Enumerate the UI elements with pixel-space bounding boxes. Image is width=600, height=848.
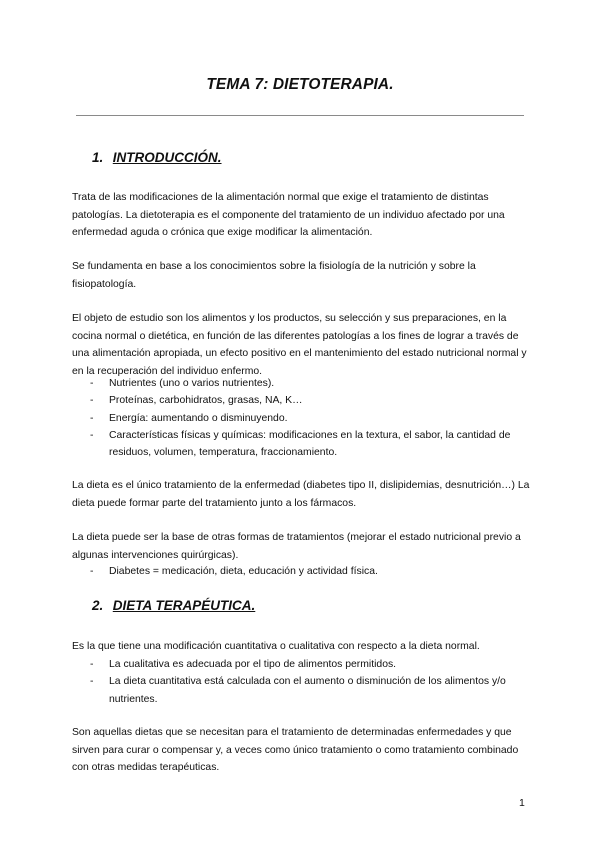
- paragraph: Son aquellas dietas que se necesitan para el tratamiento de determinadas enfermedades y que sirven para curar o compensar y, a veces como único tratamiento o como tratamiento combinado con otras medidas terapéuticas.: [72, 727, 519, 774]
- bullet-list: [90, 656, 530, 708]
- dash-bullet: -: [90, 566, 94, 577]
- list-item: - Características físicas y químicas: modificaciones en la textura, el sabor, la cantidad de residuos, volumen, temperatura, fraccionamiento.: [90, 427, 530, 462]
- dash-bullet: -: [90, 429, 94, 441]
- section-number: 2.: [92, 598, 104, 613]
- title-divider: [76, 115, 524, 116]
- dash-bullet: -: [90, 378, 94, 389]
- paragraph: Trata de las modificaciones de la alimentación normal que exige el tratamiento de distintas patologías. La dietoterapia es el componente del tratamiento de un individuo afectado por una enfermedad aguda o crónica que exige modificar la alimentación.: [72, 192, 505, 239]
- dash-bullet: -: [90, 676, 94, 688]
- paragraph: El objeto de estudio son los alimentos y los productos, su selección y sus preparaciones, en la cocina normal o dietética, en función de las diferentes patologías a los fines de lograr a través de una alimentación apropiada, un efecto positivo en el mantenimiento del estado nutricional normal y en la recuperación del individuo enfermo.: [72, 313, 527, 378]
- list-item: - Energía: aumentando o disminuyendo.: [90, 410, 530, 427]
- bullet-list: [90, 375, 530, 461]
- section-number: 1.: [92, 150, 104, 165]
- section-heading-dieta-terapeutica: [92, 598, 255, 613]
- list-item: - La cualitativa es adecuada por el tipo de alimentos permitidos.: [90, 656, 530, 673]
- paragraph: La dieta puede ser la base de otras formas de tratamientos (mejorar el estado nutricional previo a algunas intervenciones quirúrgicas).: [72, 532, 521, 561]
- page-number: 1: [519, 797, 525, 809]
- paragraph: La dieta es el único tratamiento de la enfermedad (diabetes tipo II, dislipidemias, desnutrición…) La dieta puede formar parte del tratamiento junto a los fármacos.: [72, 480, 530, 509]
- list-item: - Nutrientes (uno o varios nutrientes).: [90, 375, 530, 392]
- section-title: DIETA TERAPÉUTICA.: [112, 598, 256, 613]
- list-item: - Diabetes = medicación, dieta, educación y actividad física.: [90, 563, 530, 580]
- list-item: - La dieta cuantitativa está calculada con el aumento o disminución de los alimentos y/o nutrientes.: [90, 673, 530, 708]
- paragraph: Es la que tiene una modificación cuantitativa o cualitativa con respecto a la dieta normal.: [72, 641, 480, 652]
- dash-bullet: -: [90, 395, 94, 407]
- dash-bullet: -: [90, 412, 94, 424]
- section-heading-introduccion: [92, 150, 222, 165]
- section-title: INTRODUCCIÓN.: [112, 150, 222, 165]
- dash-bullet: -: [90, 659, 94, 670]
- paragraph: Se fundamenta en base a los conocimientos sobre la fisiología de la nutrición y sobre la fisiopatología.: [72, 261, 476, 290]
- bullet-list: [90, 563, 530, 580]
- list-item: - Proteínas, carbohidratos, grasas, NA, K…: [90, 392, 530, 409]
- document-title: TEMA 7: DIETOTERAPIA.: [206, 76, 394, 93]
